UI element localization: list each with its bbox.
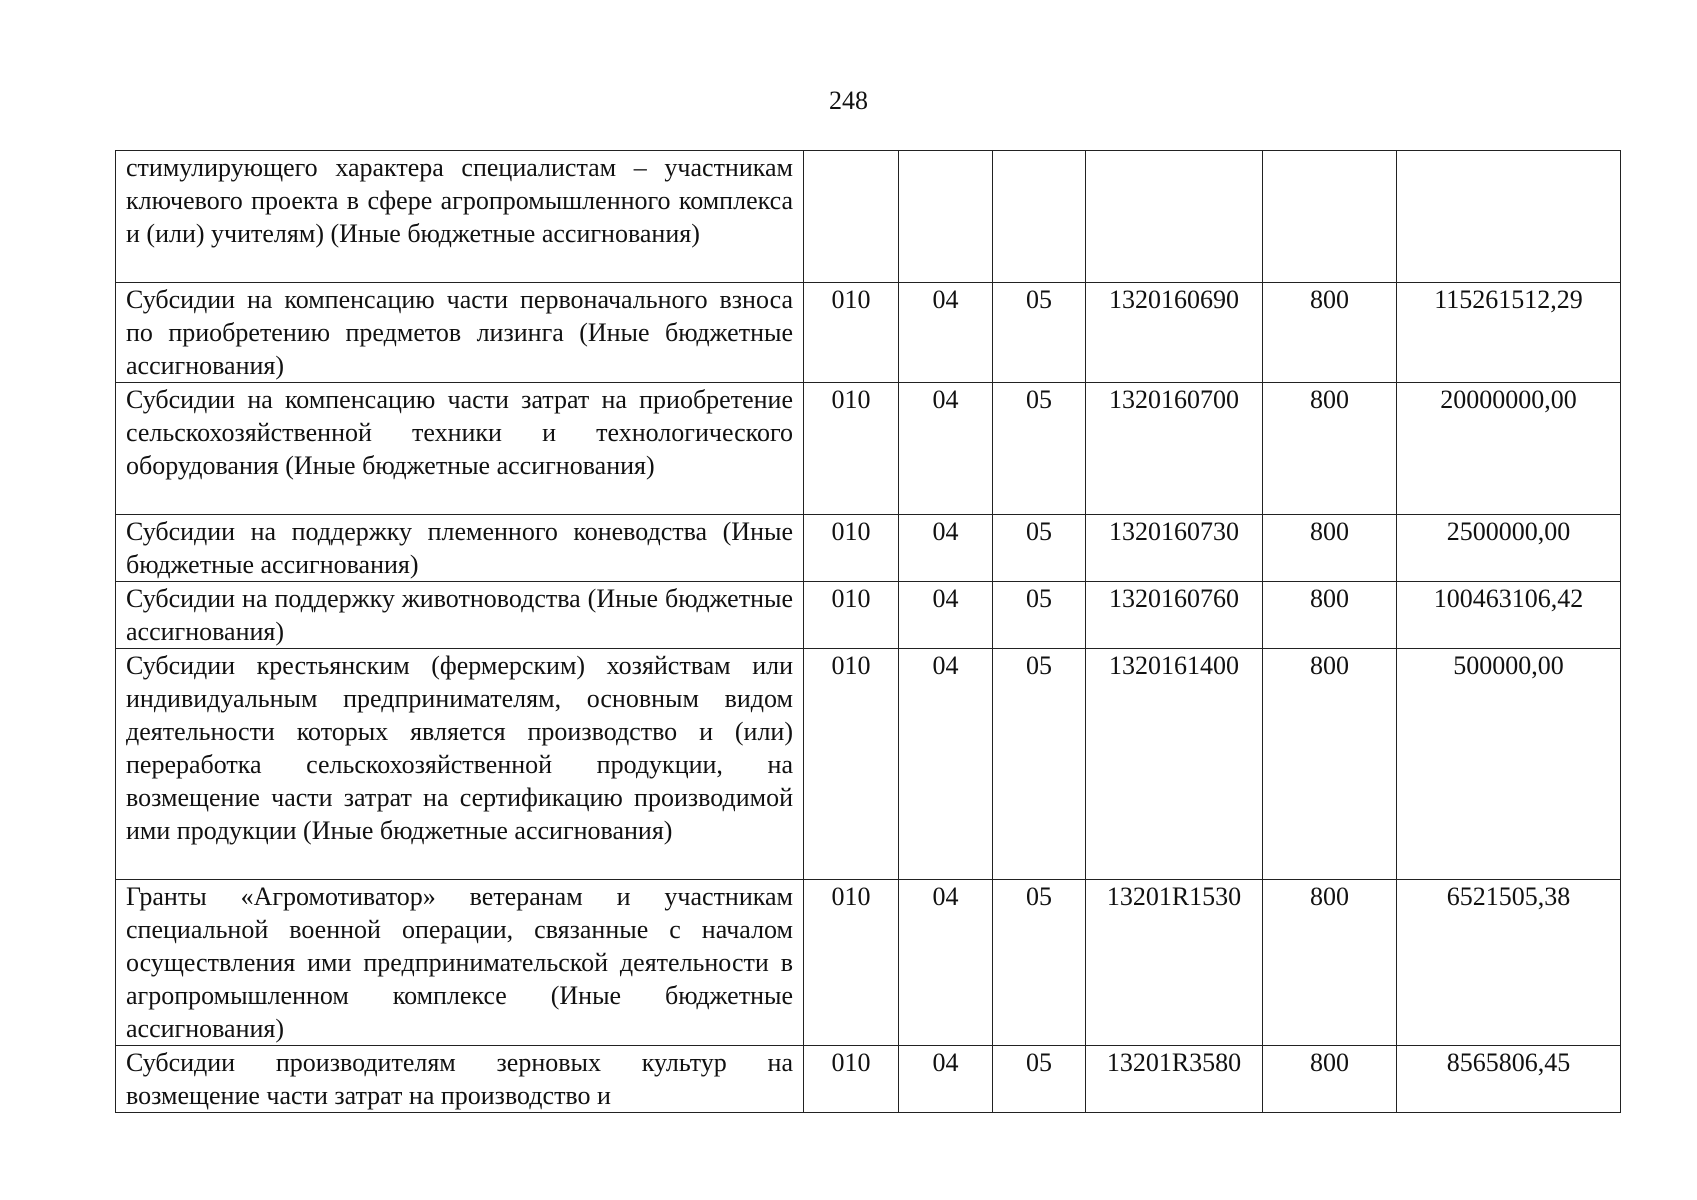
row-code-a: 010	[804, 1046, 899, 1113]
row-code-a: 010	[804, 649, 899, 880]
row-code-c: 05	[993, 1046, 1086, 1113]
row-code-a: 010	[804, 515, 899, 582]
table-row	[116, 515, 1621, 582]
row-target-code: 1320160690	[1086, 283, 1263, 383]
row-code-c: 05	[993, 383, 1086, 515]
row-code-c: 05	[993, 283, 1086, 383]
row-code-b: 04	[899, 515, 993, 582]
row-description: Субсидии на компенсацию части затрат на приобретение сельскохозяйственной техники и технологического оборудования (Иные бюджетные ассигнования)	[116, 383, 804, 515]
table-row	[116, 283, 1621, 383]
row-target-code: 13201R3580	[1086, 1046, 1263, 1113]
row-target-code	[1086, 151, 1263, 283]
row-target-code: 1320160730	[1086, 515, 1263, 582]
row-description: Субсидии на компенсацию части первоначального взноса по приобретению предметов лизинга (Иные бюджетные ассигнования)	[116, 283, 804, 383]
row-type-code: 800	[1263, 283, 1397, 383]
row-description: Субсидии на поддержку племенного коневодства (Иные бюджетные ассигнования)	[116, 515, 804, 582]
row-code-b: 04	[899, 383, 993, 515]
row-amount: 6521505,38	[1397, 880, 1621, 1046]
row-type-code: 800	[1263, 515, 1397, 582]
row-code-b	[899, 151, 993, 283]
row-code-a: 010	[804, 582, 899, 649]
row-type-code: 800	[1263, 582, 1397, 649]
row-amount	[1397, 151, 1621, 283]
row-code-a: 010	[804, 283, 899, 383]
row-code-c: 05	[993, 515, 1086, 582]
table-row	[116, 582, 1621, 649]
row-code-b: 04	[899, 283, 993, 383]
row-code-a	[804, 151, 899, 283]
row-amount: 500000,00	[1397, 649, 1621, 880]
table-row	[116, 383, 1621, 515]
table-row	[116, 880, 1621, 1046]
row-amount: 20000000,00	[1397, 383, 1621, 515]
row-amount: 2500000,00	[1397, 515, 1621, 582]
table-row	[116, 1046, 1621, 1113]
row-code-c: 05	[993, 880, 1086, 1046]
table-row	[116, 151, 1621, 283]
row-code-c	[993, 151, 1086, 283]
row-amount: 8565806,45	[1397, 1046, 1621, 1113]
row-amount: 115261512,29	[1397, 283, 1621, 383]
row-description: стимулирующего характера специалистам – участникам ключевого проекта в сфере агропромышленного комплекса и (или) учителям) (Иные бюджетные ассигнования)	[116, 151, 804, 283]
row-code-b: 04	[899, 649, 993, 880]
row-type-code: 800	[1263, 880, 1397, 1046]
row-code-a: 010	[804, 880, 899, 1046]
row-target-code: 1320160760	[1086, 582, 1263, 649]
row-amount: 100463106,42	[1397, 582, 1621, 649]
row-type-code: 800	[1263, 1046, 1397, 1113]
row-description: Субсидии на поддержку животноводства (Иные бюджетные ассигнования)	[116, 582, 804, 649]
row-type-code: 800	[1263, 649, 1397, 880]
row-description: Субсидии крестьянским (фермерским) хозяйствам или индивидуальным предпринимателям, основным видом деятельности которых является производство и (или) переработка сельскохозяйственной продукции, на возмещение части затрат на сертификацию производимой ими продукции (Иные бюджетные ассигнования)	[116, 649, 804, 880]
row-target-code: 13201R1530	[1086, 880, 1263, 1046]
row-code-c: 05	[993, 649, 1086, 880]
row-type-code: 800	[1263, 383, 1397, 515]
row-code-a: 010	[804, 383, 899, 515]
budget-table	[115, 150, 1621, 1113]
row-code-c: 05	[993, 582, 1086, 649]
row-description: Гранты «Агромотиватор» ветеранам и участникам специальной военной операции, связанные с началом осуществления ими предпринимательской деятельности в агропромышленном комплексе (Иные бюджетные ассигнования)	[116, 880, 804, 1046]
row-code-b: 04	[899, 880, 993, 1046]
table-row	[116, 649, 1621, 880]
row-type-code	[1263, 151, 1397, 283]
row-code-b: 04	[899, 1046, 993, 1113]
row-target-code: 1320160700	[1086, 383, 1263, 515]
page-number: 248	[829, 86, 868, 115]
row-target-code: 1320161400	[1086, 649, 1263, 880]
row-code-b: 04	[899, 582, 993, 649]
row-description: Субсидии производителям зерновых культур на возмещение части затрат на производство и	[116, 1046, 804, 1113]
